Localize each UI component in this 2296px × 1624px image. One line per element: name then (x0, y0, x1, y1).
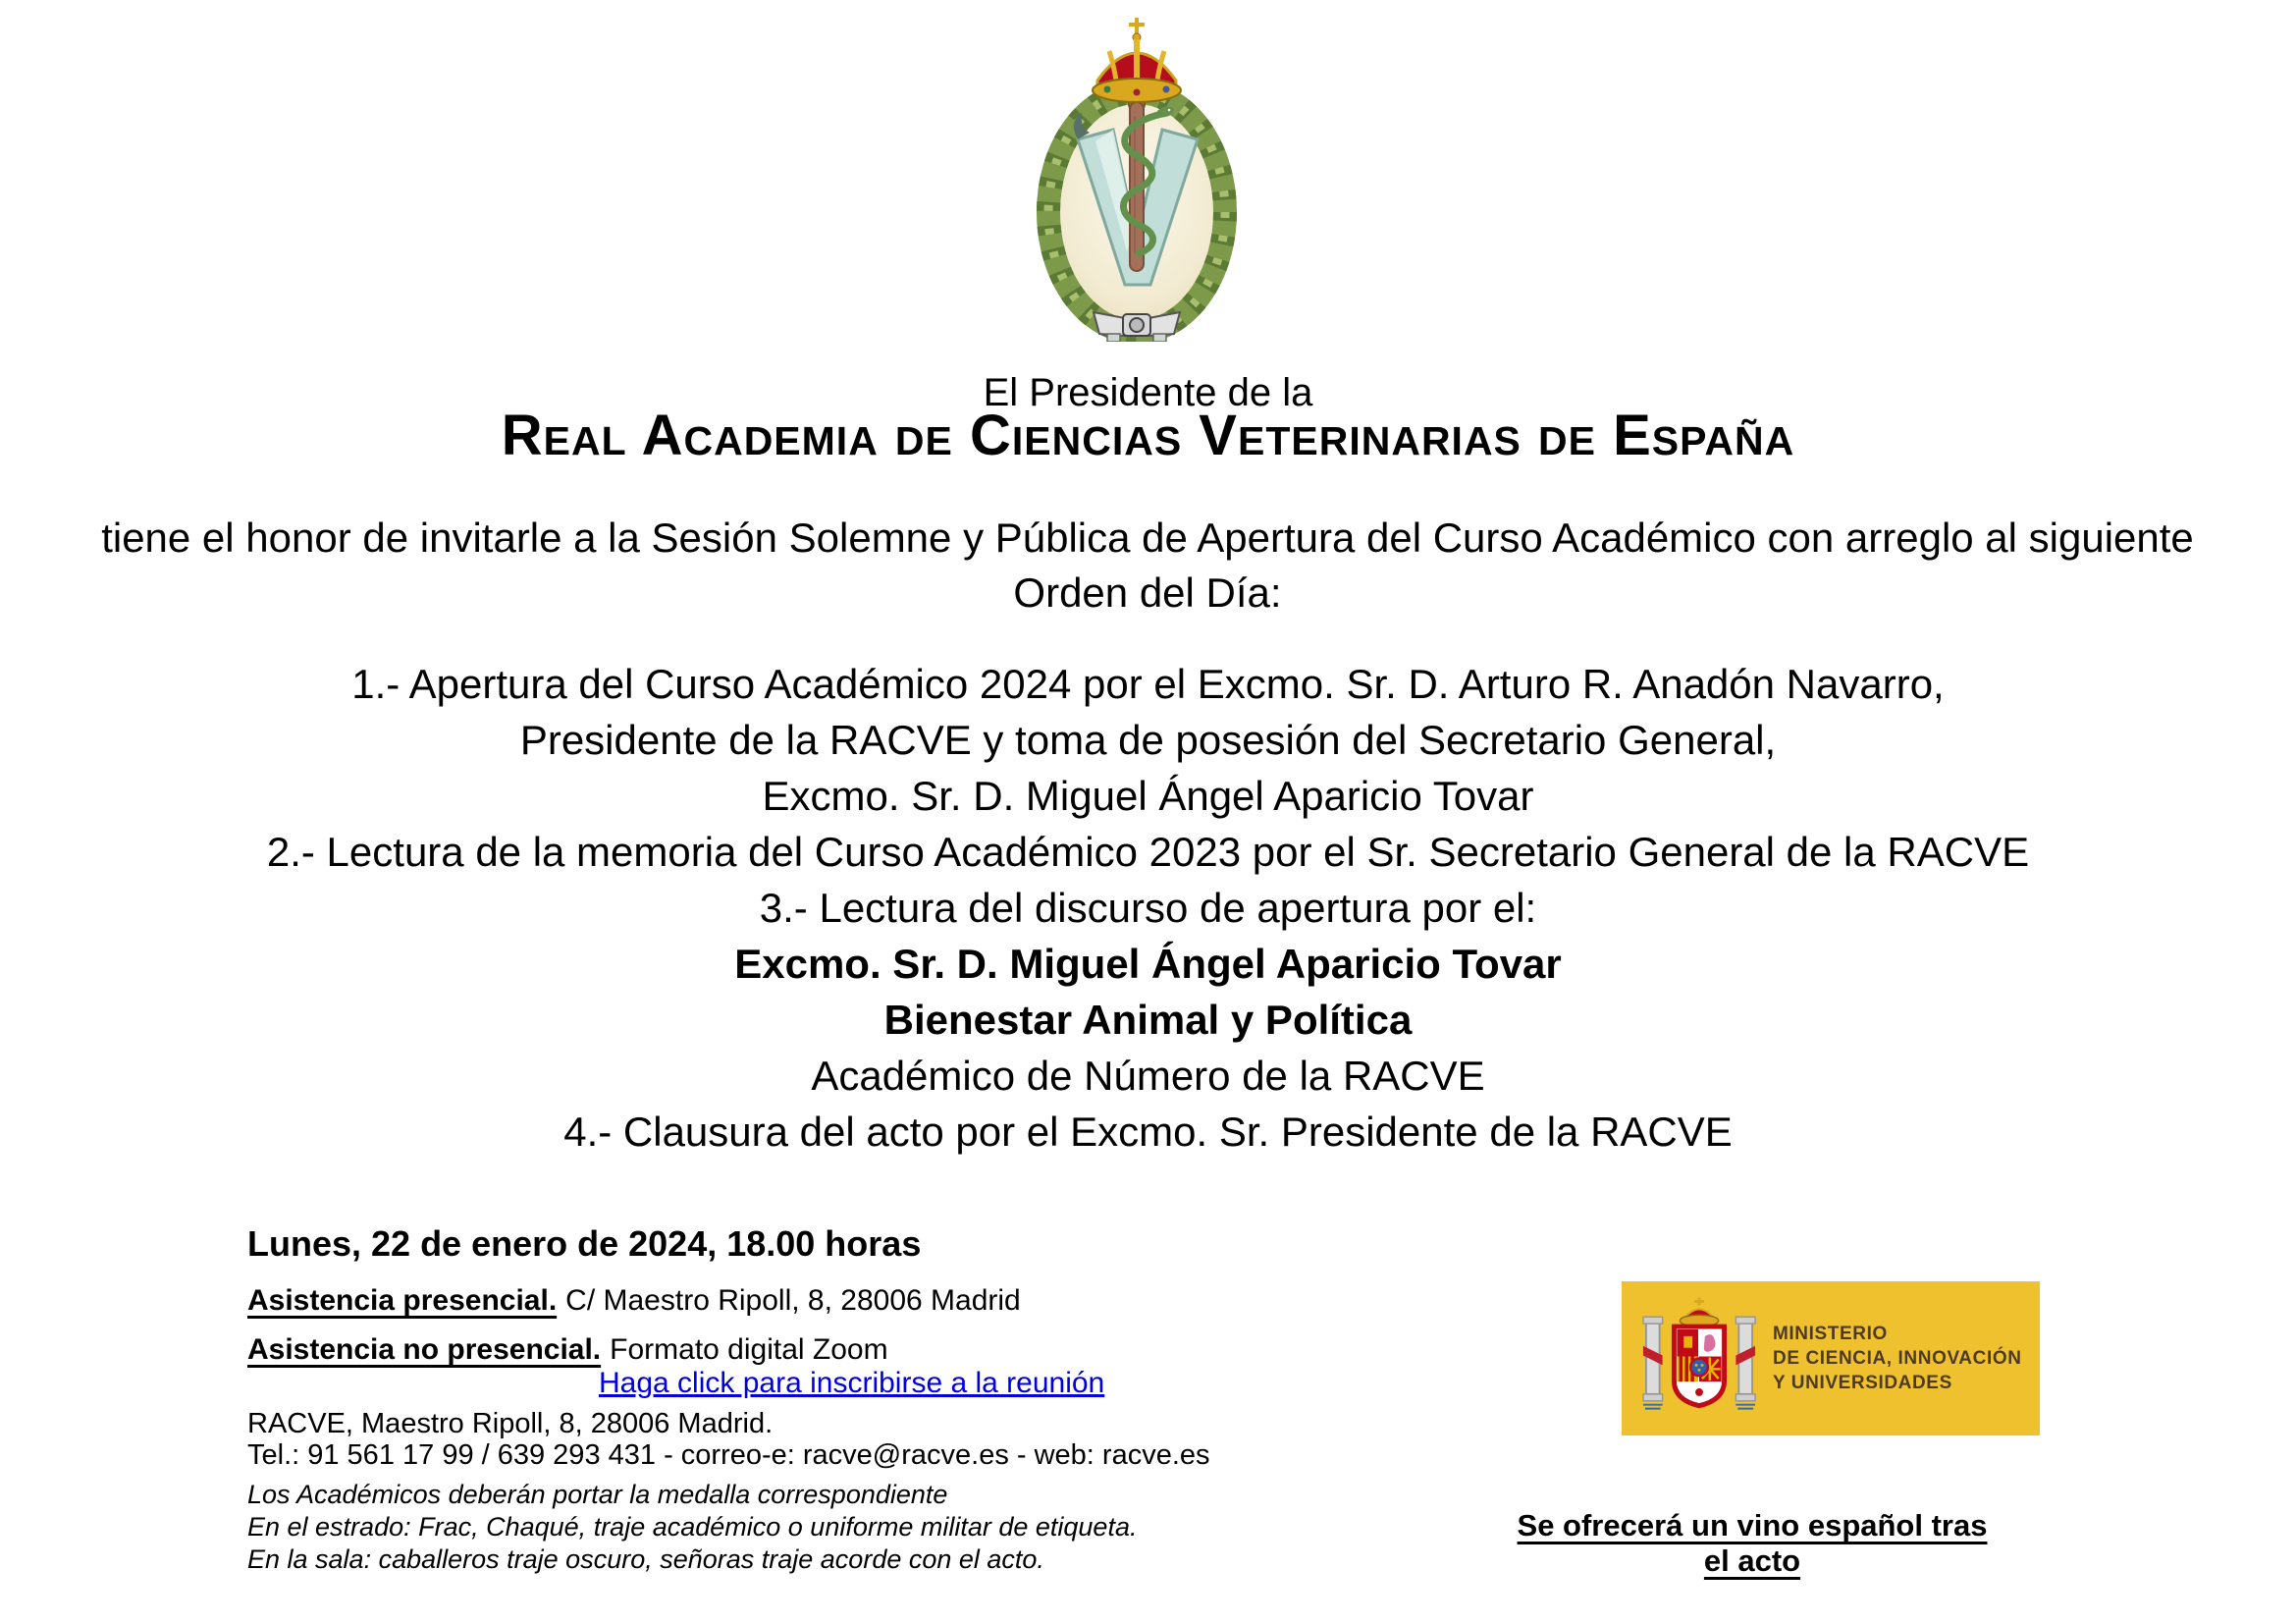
zoom-registration-link[interactable]: Haga click para inscribirse a la reunión (599, 1367, 1105, 1399)
agenda-speaker-name: Excmo. Sr. D. Miguel Ángel Aparicio Tovar (734, 941, 1562, 987)
dress-code-notes (247, 1479, 1137, 1576)
ministry-line-3: Y UNIVERSIDADES (1773, 1373, 1952, 1393)
ministry-name (1773, 1322, 2022, 1395)
ministry-logo (1622, 1281, 2040, 1435)
pillar-right (1735, 1317, 1755, 1408)
racve-crest-logo (1033, 18, 1241, 342)
agenda-list (0, 656, 2296, 1160)
event-datetime: Lunes, 22 de enero de 2024, 18.00 horas (247, 1223, 922, 1264)
agenda-speaker-role: Académico de Número de la RACVE (811, 1053, 1485, 1099)
agenda-item-1: 1.- Apertura del Curso Académico 2024 por el Excmo. Sr. D. Arturo R. Anadón Navarro, (351, 661, 1945, 707)
dress-note-stage: En el estrado: Frac, Chaqué, traje académico o uniforme militar de etiqueta. (247, 1512, 1138, 1542)
agenda-lecture-title: Bienestar Animal y Política (883, 997, 1413, 1043)
wine-reception-note: Se ofrecerá un vino español tras el acto (1517, 1508, 1988, 1578)
spain-coat-of-arms-icon (1641, 1292, 1757, 1425)
agenda-item-3: 3.- Lectura del discurso de apertura por el: (759, 885, 1537, 931)
agenda-item-4: 4.- Clausura del acto por el Excmo. Sr. Presidente de la RACVE (563, 1109, 1733, 1155)
presenter-line: El Presidente de la (983, 371, 1313, 414)
racve-contact-line: Tel.: 91 561 17 99 / 639 293 431 - correo-e: racve@racve.es - web: racve.es (247, 1439, 1210, 1471)
academy-title: Real Academia de Ciencias Veterinarias de España (501, 404, 1795, 467)
remote-attendance-line (247, 1333, 888, 1367)
in-person-attendance-line (247, 1284, 1021, 1318)
racve-address: RACVE, Maestro Ripoll, 8, 28006 Madrid. (247, 1408, 774, 1439)
invitation-text: tiene el honor de invitarle a la Sesión Solemne y Pública de Apertura del Curso Académico con arreglo al siguiente Orden del Día: (101, 514, 2194, 616)
pillar-left (1643, 1317, 1663, 1408)
agenda-item-1-cont: Presidente de la RACVE y toma de posesión del Secretario General, (519, 717, 1777, 763)
shield (1674, 1326, 1724, 1406)
racve-crest-icon (1033, 18, 1241, 342)
agenda-item-1-name: Excmo. Sr. D. Miguel Ángel Aparicio Tovar (762, 773, 1534, 819)
ministry-line-2: DE CIENCIA, INNOVACIÓN (1773, 1348, 2022, 1369)
shield-crown (1680, 1298, 1718, 1327)
in-person-label: Asistencia presencial. (247, 1284, 558, 1317)
ministry-line-1: MINISTERIO (1773, 1324, 1888, 1344)
crown-icon (1093, 18, 1181, 102)
in-person-address: C/ Maestro Ripoll, 8, 28006 Madrid (565, 1284, 1021, 1317)
remote-label: Asistencia no presencial. (247, 1333, 602, 1366)
agenda-item-2: 2.- Lectura de la memoria del Curso Académico 2023 por el Sr. Secretario General de la RACVE (266, 829, 2030, 875)
dress-note-hall: En la sala: caballeros traje oscuro, señoras traje acorde con el acto. (247, 1544, 1044, 1574)
dress-note-medal: Los Académicos deberán portar la medalla correspondiente (247, 1480, 948, 1509)
remote-format: Formato digital Zoom (610, 1333, 888, 1366)
